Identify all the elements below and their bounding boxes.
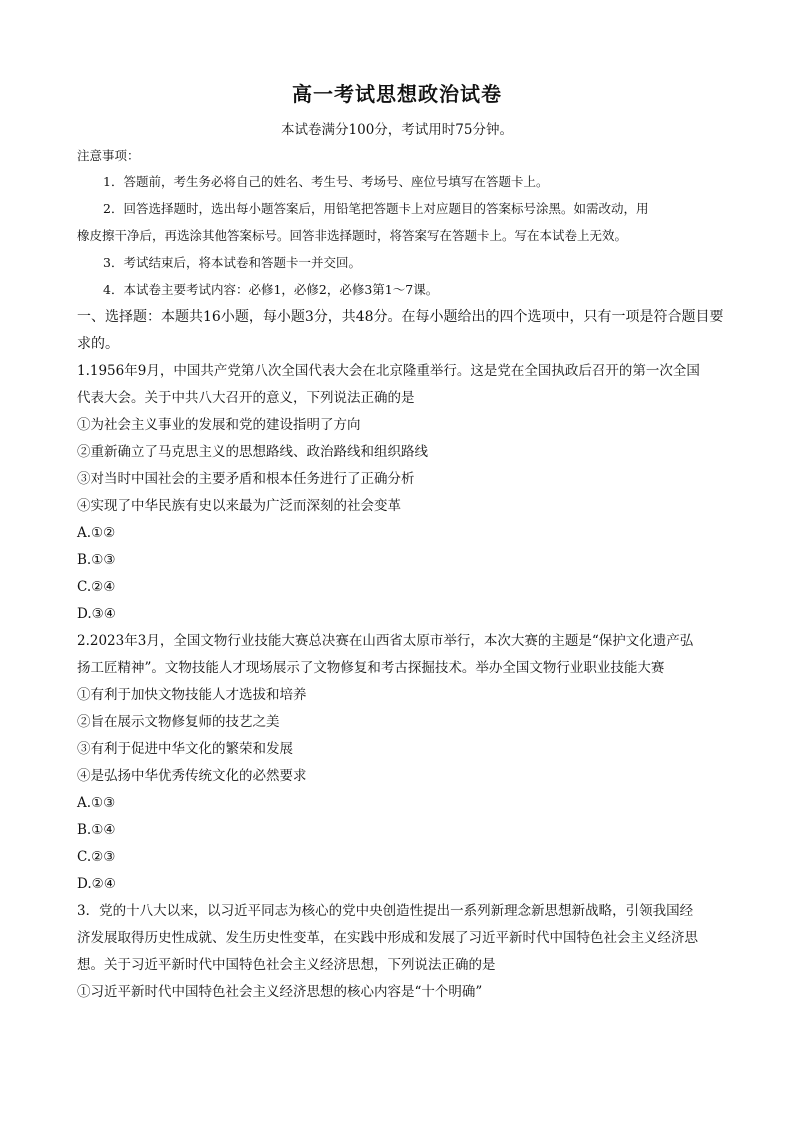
question-stem: 3．党的十八大以来，以习近平同志为核心的党中央创造性提出一系列新理念新思想新战略，引领我国经	[77, 903, 694, 919]
statement: ②旨在展示文物修复师的技艺之美	[77, 714, 280, 730]
answer-option: C.②④	[77, 579, 116, 595]
statement: ④是弘扬中华优秀传统文化的必然要求	[77, 768, 307, 784]
statement: ③有利于促进中华文化的繁荣和发展	[77, 741, 293, 757]
notice-item: 2．回答选择题时，选出每小题答案后，用铅笔把答题卡上对应题目的答案标号涂黑。如需改动，用	[103, 201, 649, 216]
question-stem: 济发展取得历史性成就、发生历史性变革，在实践中形成和发展了习近平新时代中国特色社会主义经济思	[77, 930, 698, 946]
statement: ①习近平新时代中国特色社会主义经济思想的核心内容是“十个明确”	[77, 984, 483, 1000]
page-title: 高一考试思想政治试卷	[292, 82, 502, 106]
question-stem: 扬工匠精神”。文物技能人才现场展示了文物修复和考古探掘技术。举办全国文物行业职业技能大赛	[77, 660, 665, 676]
exam-info: 本试卷满分100分，考试用时75分钟。	[281, 122, 513, 138]
answer-option: A.①②	[77, 525, 116, 541]
answer-option: C.②③	[77, 849, 116, 865]
section-heading: 一、选择题：本题共16小题，每小题3分，共48分。在每小题给出的四个选项中，只有一项是符合题目要	[77, 309, 724, 325]
section-heading-cont: 求的。	[77, 336, 119, 352]
statement: ①为社会主义事业的发展和党的建设指明了方向	[77, 417, 361, 433]
answer-option: D.③④	[77, 606, 116, 622]
notice-item: 橡皮擦干净后，再选涂其他答案标号。回答非选择题时，将答案写在答题卡上。写在本试卷上无效。	[77, 228, 628, 243]
statement: ②重新确立了马克思主义的思想路线、政治路线和组织路线	[77, 444, 428, 460]
statement: ④实现了中华民族有史以来最为广泛而深刻的社会变革	[77, 498, 401, 514]
notice-item: 1．答题前，考生务必将自己的姓名、考生号、考场号、座位号填写在答题卡上。	[103, 174, 549, 189]
statement: ①有利于加快文物技能人才选拔和培养	[77, 687, 307, 703]
question-stem: 1.1956年9月，中国共产党第八次全国代表大会在北京隆重举行。这是党在全国执政后召开的第一次全国	[77, 363, 700, 379]
answer-option: D.②④	[77, 876, 116, 892]
answer-option: B.①③	[77, 552, 116, 568]
notice-item: 4．本试卷主要考试内容：必修1，必修2，必修3第1～7课。	[103, 282, 439, 297]
notice-item: 3．考试结束后，将本试卷和答题卡一并交回。	[103, 255, 361, 270]
question-stem: 想。关于习近平新时代中国特色社会主义经济思想，下列说法正确的是	[77, 957, 496, 973]
question-stem: 2.2023年3月，全国文物行业技能大赛总决赛在山西省太原市举行，本次大赛的主题是“保护文化遗产弘	[77, 633, 694, 649]
answer-option: B.①④	[77, 822, 116, 838]
statement: ③对当时中国社会的主要矛盾和根本任务进行了正确分析	[77, 471, 415, 487]
question-stem: 代表大会。关于中共八大召开的意义，下列说法正确的是	[77, 390, 415, 406]
answer-option: A.①③	[77, 795, 116, 811]
notice-heading: 注意事项：	[77, 148, 140, 163]
